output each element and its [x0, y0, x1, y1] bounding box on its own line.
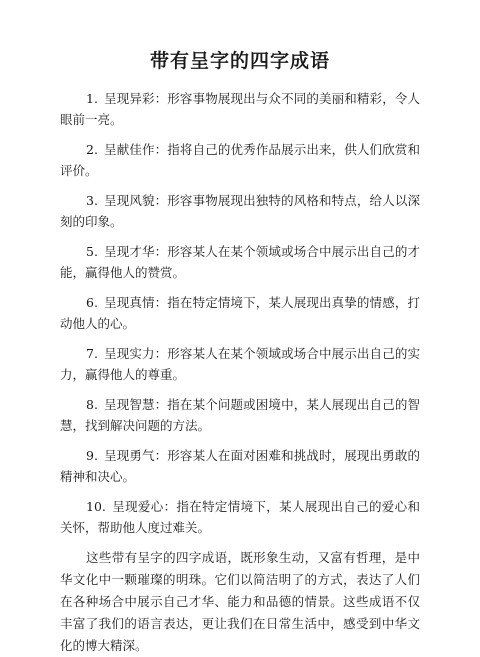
item-text: 呈现真情：指在特定情境下，某人展现出真挚的情感，打动他人的心。 [60, 295, 420, 331]
item-text: 呈献佳作：指将自己的优秀作品展示出来，供人们欣赏和评价。 [60, 142, 420, 178]
document-title: 带有呈字的四字成语 [149, 50, 330, 72]
item-number: 8. [86, 397, 98, 412]
item-text: 呈现异彩：形容事物展现出与众不同的美丽和精彩，令人眼前一亮。 [60, 91, 420, 127]
list-item [60, 241, 420, 283]
list-item [60, 445, 420, 487]
list-item [60, 190, 420, 232]
item-number: 10. [86, 499, 106, 514]
item-number: 6. [86, 295, 98, 310]
item-number: 9. [86, 448, 98, 463]
summary-paragraph: 这些带有呈字的四字成语，既形象生动，又富有哲理，是中华文化中一颗璀璨的明珠。它们以简洁明了的方式，表达了人们在各种场合中展示自己才华、能力和品德的情景。这些成语不仅丰富了我们的语言表达，更让我们在日常生活中，感受到中华文化的博大精深。 [60, 550, 420, 653]
item-number: 7. [86, 346, 98, 361]
idiom-list [60, 88, 420, 538]
item-number: 5. [86, 244, 98, 259]
list-item [60, 139, 420, 181]
list-item [60, 394, 420, 436]
item-text: 呈现实力：形容某人在某个领域或场合中展示出自己的实力，赢得他人的尊重。 [60, 346, 420, 382]
list-item [60, 496, 420, 538]
list-item [60, 88, 420, 130]
item-text: 呈现智慧：指在某个问题或困境中，某人展现出自己的智慧，找到解决问题的方法。 [60, 397, 420, 433]
item-text: 呈现才华：形容某人在某个领域或场合中展示出自己的才能，赢得他人的赞赏。 [60, 244, 420, 280]
list-item [60, 292, 420, 334]
item-number: 2. [86, 142, 98, 157]
item-text: 呈现勇气：形容某人在面对困难和挑战时，展现出勇敢的精神和决心。 [60, 448, 420, 484]
item-text: 呈现风貌：形容事物展现出独特的风格和特点，给人以深刻的印象。 [60, 193, 420, 229]
list-item [60, 343, 420, 385]
item-number: 1. [86, 91, 98, 106]
item-number: 3. [86, 193, 98, 208]
item-text: 呈现爱心：指在特定情境下，某人展现出自己的爱心和关怀，帮助他人度过难关。 [60, 499, 420, 535]
